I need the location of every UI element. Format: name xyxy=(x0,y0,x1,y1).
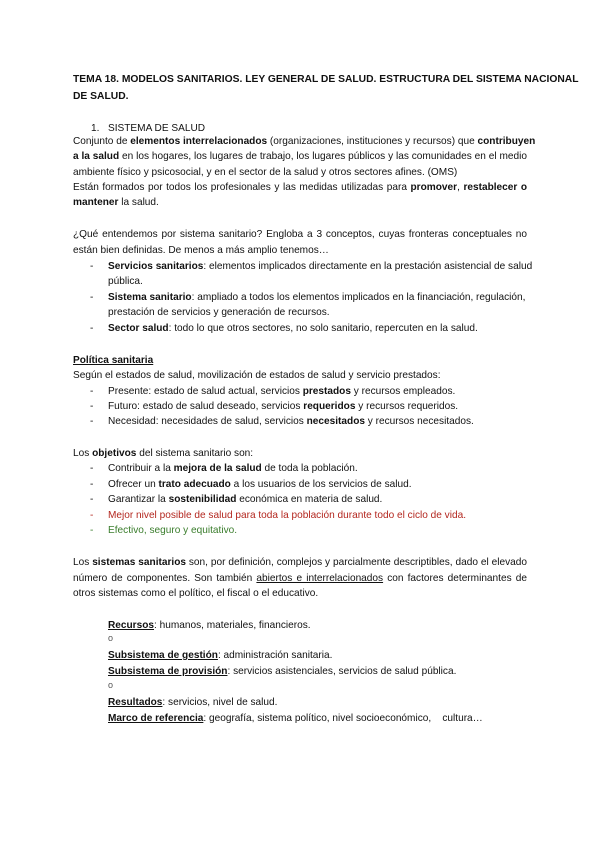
definition-line3: ambiente físico y psicosocial, y en el sector de la salud y otros sectores afines. (OMS) xyxy=(73,167,458,178)
list-dash: - xyxy=(90,386,94,397)
sistemas-line1: Los sistemas sanitarios son, por definición, complejos y parcialmente descriptibles, dado el elevado xyxy=(73,557,527,568)
question-line2: están bien definidas. De menos a más amplio tenemos… xyxy=(73,245,329,256)
objetivos-intro: Los objetivos del sistema sanitario son: xyxy=(73,448,254,459)
list-dash: - xyxy=(90,510,94,521)
circle-bullet-icon: o xyxy=(108,680,114,690)
circle-bullet-icon: o xyxy=(108,633,114,643)
component-gestion: Subsistema de gestión: administración sanitaria. xyxy=(108,650,333,661)
definition-line5: mantener la salud. xyxy=(73,197,159,208)
component-recursos: Recursos: humanos, materiales, financieros. xyxy=(108,620,311,631)
objetivo-item-1: Contribuir a la mejora de la salud de toda la población. xyxy=(108,463,358,474)
component-resultados: Resultados: servicios, nivel de salud. xyxy=(108,697,278,708)
document-title-line2: DE SALUD. xyxy=(73,91,129,102)
concept-item-1: Servicios sanitarios: elementos implicados directamente en la prestación asistencial de salud xyxy=(108,261,533,272)
list-dash: - xyxy=(90,479,94,490)
component-provision: Subsistema de provisión: servicios asistenciales, servicios de salud pública. xyxy=(108,666,457,677)
politica-intro: Según el estados de salud, movilización de estados de salud y servicio prestados: xyxy=(73,370,441,381)
list-dash: - xyxy=(90,292,94,303)
document-title-line1: TEMA 18. MODELOS SANITARIOS. LEY GENERAL DE SALUD. ESTRUCTURA DEL SISTEMA NACIONAL xyxy=(73,74,579,85)
objetivo-item-4: Mejor nivel posible de salud para toda la población durante todo el ciclo de vida. xyxy=(108,510,466,521)
list-dash: - xyxy=(90,463,94,474)
politica-item-futuro: Futuro: estado de salud deseado, servicios requeridos y recursos requeridos. xyxy=(108,401,459,412)
definition-line4: Están formados por todos los profesionales y las medidas utilizadas para promover, restablecer o xyxy=(73,182,528,193)
list-dash: - xyxy=(90,416,94,427)
list-dash: - xyxy=(90,494,94,505)
concept-item-1-cont: pública. xyxy=(108,276,143,287)
politica-item-necesidad: Necesidad: necesidades de salud, servicios necesitados y recursos necesitados. xyxy=(108,416,474,427)
section-number: 1. xyxy=(91,123,100,134)
definition-line1: Conjunto de elementos interrelacionados (organizaciones, instituciones y recursos) que contribuyen xyxy=(73,136,536,147)
sistemas-line2: número de componentes. Son también abiertos e interrelacionados con factores determinantes de xyxy=(73,573,527,584)
objetivo-item-2: Ofrecer un trato adecuado a los usuarios de los servicios de salud. xyxy=(108,479,412,490)
list-dash: - xyxy=(90,261,94,272)
section-heading: SISTEMA DE SALUD xyxy=(108,123,206,134)
component-marco: Marco de referencia: geografía, sistema político, nivel socioeconómico, cultura… xyxy=(108,713,483,724)
politica-heading: Política sanitaria xyxy=(73,355,154,366)
concept-item-2: Sistema sanitario: ampliado a todos los elementos implicados en la financiación, regulación, xyxy=(108,292,526,303)
politica-item-presente: Presente: estado de salud actual, servicios prestados y recursos empleados. xyxy=(108,386,456,397)
list-dash: - xyxy=(90,525,94,536)
sistemas-line3: otros sistemas como el político, el fiscal o el educativo. xyxy=(73,588,319,599)
concept-item-3: Sector salud: todo lo que otros sectores, no solo sanitario, repercuten en la salud. xyxy=(108,323,478,334)
concept-item-2-cont: prestación de servicios y generación de recursos. xyxy=(108,307,330,318)
objetivo-item-5: Efectivo, seguro y equitativo. xyxy=(108,525,238,536)
definition-line2: a la salud en los hogares, los lugares de trabajo, los lugares públicos y las comunidades en el medio xyxy=(73,151,527,162)
list-dash: - xyxy=(90,401,94,412)
question-line1: ¿Qué entendemos por sistema sanitario? Engloba a 3 conceptos, cuyas fronteras conceptuales no xyxy=(73,229,527,240)
list-dash: - xyxy=(90,323,94,334)
objetivo-item-3: Garantizar la sostenibilidad económica en materia de salud. xyxy=(108,494,383,505)
